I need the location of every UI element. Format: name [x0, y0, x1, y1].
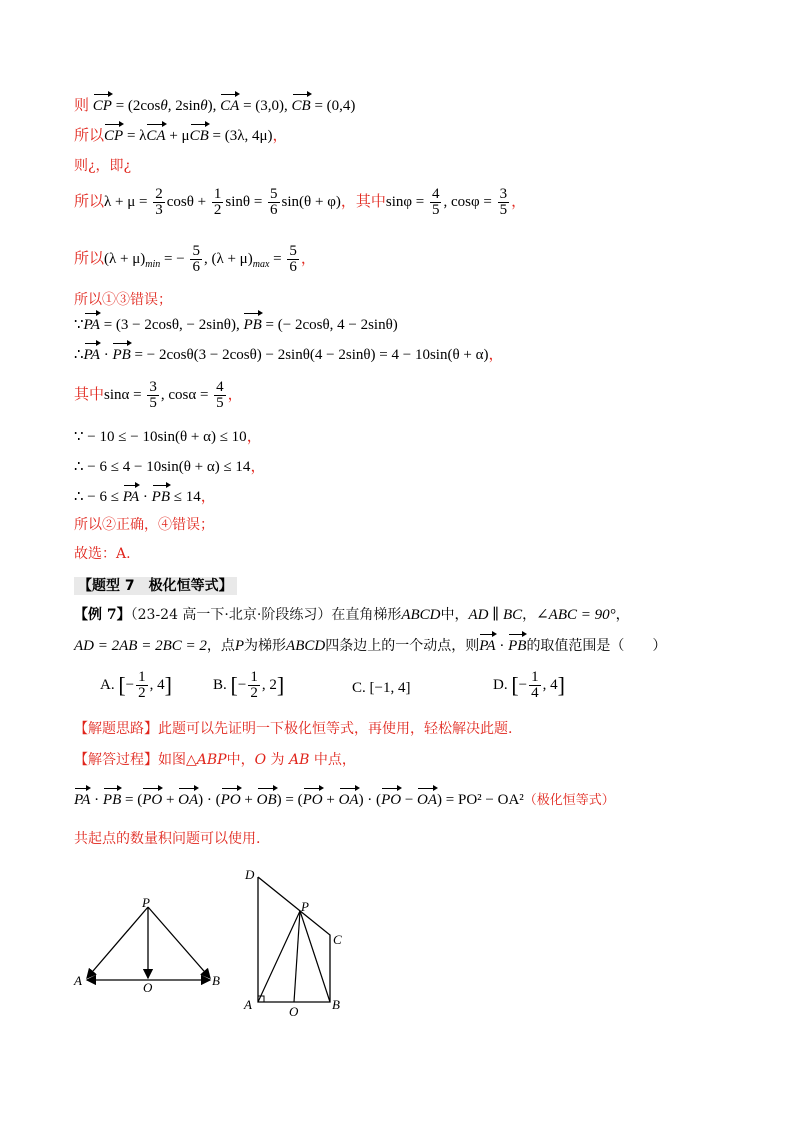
- trapezoid-outline: [258, 877, 330, 1002]
- vector-cp: CP: [92, 98, 112, 114]
- line-pa-pb-vectors: [74, 315, 398, 335]
- math-text: , 2: [261, 676, 277, 693]
- denominator: 6: [289, 259, 297, 275]
- denominator: 2: [250, 685, 258, 701]
- line-bound-3: [74, 487, 216, 507]
- math-cond: AD ∥ BC: [468, 607, 523, 623]
- option-label: D.: [493, 676, 508, 693]
- vector-pa: PA: [122, 489, 140, 505]
- text-conclusion: 所以②正确，④错误；: [74, 517, 214, 533]
- bracket: [: [118, 672, 126, 698]
- numerator: 4: [216, 379, 224, 395]
- subscript-max: max: [252, 258, 270, 270]
- math-text: , 2sin: [167, 98, 201, 114]
- vector-ob: OB: [256, 792, 277, 808]
- segment-pb: [300, 911, 330, 1002]
- segment-po: [294, 911, 300, 1002]
- line-min-max: [74, 244, 316, 275]
- bracket: ]: [276, 672, 285, 698]
- solution-process: [74, 750, 356, 770]
- numerator: 2: [155, 186, 163, 202]
- math-text: sinφ =: [385, 193, 428, 210]
- math-text: , cosφ =: [443, 193, 496, 210]
- vector-po: PO: [302, 792, 323, 808]
- text-answer: 故选：A.: [74, 546, 131, 562]
- numerator: 3: [149, 379, 157, 395]
- denominator: 2: [138, 685, 146, 701]
- segment-pa: [258, 911, 300, 1002]
- math-abcd: ABCD: [401, 607, 441, 623]
- line-bound-2: [74, 457, 265, 477]
- text-suoyi: 所以: [74, 193, 105, 210]
- example-source: （23-24 高一下·北京·阶段练习）在直角梯形: [130, 607, 402, 623]
- denominator: 6: [270, 202, 278, 218]
- math-triangle: △ABP: [186, 752, 227, 768]
- bracket: ]: [557, 672, 565, 698]
- numerator: 5: [289, 243, 297, 259]
- vector-pa: PA: [83, 317, 100, 333]
- vector-pb: PB: [112, 347, 131, 363]
- math-text: ) = (: [276, 792, 303, 808]
- math-text: , cosα =: [160, 386, 213, 403]
- option-c[interactable]: [352, 678, 410, 698]
- line-answer: [74, 544, 131, 564]
- identity-note: （极化恒等式）: [523, 793, 615, 808]
- punct: ，: [488, 347, 504, 363]
- math-text: − 6 ≤: [83, 489, 123, 505]
- math-text: cosθ +: [166, 193, 210, 210]
- bracket: ]: [164, 672, 172, 698]
- therefore-symbol: ∴: [74, 347, 84, 363]
- idea-label: 【解题思路】: [74, 721, 158, 737]
- math-text: −: [237, 676, 247, 693]
- fraction: [248, 670, 260, 701]
- math-text: ·: [495, 638, 509, 654]
- figure-triangle: [70, 895, 230, 995]
- math-text: ·: [90, 792, 103, 808]
- numerator: 5: [270, 186, 278, 202]
- text: 如图: [158, 752, 186, 768]
- denominator: 5: [499, 202, 508, 218]
- vector-pb: PB: [508, 638, 527, 654]
- figure-trapezoid: [240, 865, 360, 1025]
- math-text: = (3 − 2cosθ, − 2sinθ),: [99, 317, 244, 333]
- line-cp-decomposition: [74, 126, 288, 146]
- math-cond: AD = 2AB = 2BC = 2: [74, 638, 207, 654]
- math-cond: ∠ABC = 90°: [536, 607, 616, 623]
- vector-ca: CA: [146, 128, 166, 144]
- vector-cb: CB: [291, 98, 311, 114]
- punct: ，: [246, 429, 262, 445]
- math-text: +: [162, 792, 179, 808]
- text-ze: 则: [74, 98, 90, 114]
- fraction: [214, 380, 226, 411]
- fraction: [212, 187, 224, 218]
- option-a[interactable]: [100, 670, 172, 701]
- line-cp-ca-cb: [74, 96, 355, 116]
- line-13-wrong: [74, 290, 172, 310]
- option-label: A.: [100, 676, 115, 693]
- math-text: , 4: [542, 676, 558, 693]
- line-sin-cos-alpha: [74, 380, 243, 411]
- vector-pb-line: [148, 907, 210, 978]
- denominator: 2: [213, 202, 222, 218]
- vector-oa: OA: [178, 792, 199, 808]
- example-label: 【例 7】: [74, 607, 131, 623]
- label-b: B: [332, 997, 340, 1012]
- denominator: 3: [155, 202, 163, 218]
- fraction: [430, 187, 442, 218]
- text: 中，: [440, 607, 469, 623]
- numerator: 4: [431, 186, 440, 202]
- label-a: A: [244, 997, 252, 1012]
- math-text: , 4: [149, 676, 165, 693]
- solution-idea: [74, 719, 512, 739]
- math-text: −: [518, 676, 528, 693]
- text: ，: [615, 607, 630, 623]
- label-d: D: [245, 867, 255, 882]
- numerator: 1: [213, 186, 222, 202]
- option-b[interactable]: [213, 670, 284, 701]
- math-text: −: [125, 676, 135, 693]
- punct: ，: [300, 250, 316, 267]
- math-text: , (λ + μ): [203, 250, 253, 267]
- math-text: = (3,0),: [239, 98, 292, 114]
- math-text: ≤ 14: [169, 489, 201, 505]
- line-bound-1: [74, 427, 262, 447]
- text-suoyi: 所以: [74, 250, 105, 267]
- vector-pa: PA: [74, 792, 91, 808]
- denominator: 5: [431, 202, 440, 218]
- punct: ，: [250, 459, 266, 475]
- fraction: [153, 187, 165, 218]
- text: ，: [522, 607, 537, 623]
- numerator: 3: [499, 186, 508, 202]
- example-line-1: [74, 605, 630, 625]
- vector-pb: PB: [102, 792, 122, 808]
- therefore-symbol: ∴: [74, 459, 84, 475]
- text-qizhong: ，其中: [340, 193, 386, 210]
- section-heading: [74, 575, 237, 595]
- vector-pa-line: [87, 907, 148, 978]
- vector-pb: PB: [243, 317, 262, 333]
- math-text: = (2cos: [111, 98, 161, 114]
- vector-pa: PA: [479, 638, 496, 654]
- label-o: O: [289, 1004, 299, 1019]
- text: 四条边上的一个动点，则: [325, 638, 480, 654]
- option-label: B.: [213, 676, 227, 693]
- subscript-min: min: [145, 258, 161, 270]
- label-o: O: [143, 980, 153, 995]
- math-text: +: [322, 792, 339, 808]
- text-conclusion: 所以①③错误；: [74, 292, 172, 308]
- text: 中点，: [309, 752, 356, 768]
- example-line-2: [74, 636, 666, 656]
- vector-po: PO: [381, 792, 402, 808]
- text-ze-ji: 则¿，即¿: [74, 158, 132, 174]
- text-suoyi: 所以: [74, 128, 105, 144]
- text: 为: [266, 752, 289, 768]
- option-value: [−1, 4]: [369, 680, 411, 696]
- closing-text: 共起点的数量积问题可以使用.: [74, 831, 261, 847]
- line-lambda-mu-sum: [74, 187, 526, 218]
- punct: ，: [200, 489, 216, 505]
- text: 中，: [226, 752, 255, 768]
- fraction: [147, 380, 159, 411]
- process-label: 【解答过程】: [74, 752, 158, 768]
- label-b: B: [212, 973, 220, 988]
- math-text: ) · (: [198, 792, 221, 808]
- polarization-identity: [74, 790, 615, 811]
- vector-oa: OA: [417, 792, 438, 808]
- vector-pb: PB: [151, 489, 170, 505]
- fraction: [136, 670, 148, 701]
- math-text: = −: [160, 250, 189, 267]
- punct: ，: [511, 193, 527, 210]
- math-text: − 10 ≤ − 10sin(θ + α) ≤ 10: [83, 429, 247, 445]
- math-text: ·: [139, 489, 152, 505]
- math-text: −: [401, 792, 418, 808]
- math-text: sin(θ + φ): [281, 193, 341, 210]
- math-text: − 6 ≤ 4 − 10sin(θ + α) ≤ 14: [83, 459, 251, 475]
- line-ze-ji: [74, 156, 131, 176]
- vector-ca: CA: [220, 98, 240, 114]
- idea-text: 此题可以先证明一下极化恒等式，再使用，轻松解决此题.: [158, 721, 513, 737]
- because-symbol: ∵: [74, 429, 84, 445]
- vector-cb: CB: [189, 128, 209, 144]
- fraction: [190, 244, 202, 275]
- math-text: +: [240, 792, 257, 808]
- denominator: 5: [216, 395, 224, 411]
- math-text: ),: [207, 98, 221, 114]
- math-text: λ + μ =: [104, 193, 152, 210]
- math-text: (λ + μ): [104, 250, 146, 267]
- text: 为梯形: [244, 638, 287, 654]
- vector-cp: CP: [104, 128, 124, 144]
- option-label: C.: [352, 680, 366, 696]
- heading-text: 【题型 7 极化恒等式】: [74, 577, 237, 595]
- denominator: 6: [192, 259, 200, 275]
- bracket: [: [511, 672, 519, 698]
- line-pa-dot-pb: [74, 345, 503, 365]
- math-text: = (0,4): [310, 98, 356, 114]
- vector-po: PO: [220, 792, 241, 808]
- text: ，点: [206, 638, 235, 654]
- numerator: 1: [250, 669, 258, 685]
- math-text: = (− 2cosθ, 4 − 2sinθ): [261, 317, 398, 333]
- math-p: P: [234, 638, 245, 654]
- math-text: =: [269, 250, 286, 267]
- text-qizhong: 其中: [74, 386, 105, 403]
- because-symbol: ∵: [74, 317, 84, 333]
- math-text: ) · (: [358, 792, 382, 808]
- fraction: [287, 244, 299, 275]
- punct: ，: [272, 128, 288, 144]
- math-text: = (: [121, 792, 143, 808]
- fraction: [268, 187, 280, 218]
- numerator: 1: [531, 669, 539, 685]
- vector-po: PO: [142, 792, 163, 808]
- label-p: P: [301, 899, 309, 914]
- label-p: P: [142, 895, 150, 910]
- math-ab: AB: [288, 752, 310, 768]
- therefore-symbol: ∴: [74, 489, 84, 505]
- denominator: 5: [149, 395, 157, 411]
- denominator: 4: [531, 685, 539, 701]
- theta: θ: [200, 98, 208, 114]
- numerator: 1: [138, 669, 146, 685]
- label-c: C: [333, 932, 342, 947]
- numerator: 5: [192, 243, 200, 259]
- vector-pa: PA: [83, 347, 100, 363]
- math-text: ·: [99, 347, 113, 363]
- math-text: + μ: [165, 128, 190, 144]
- fraction: [498, 187, 510, 218]
- math-text: ) = PO² − OA²: [437, 792, 524, 808]
- math-o: O: [254, 752, 267, 768]
- option-d[interactable]: [493, 670, 565, 701]
- closing-note: [74, 829, 260, 849]
- vector-oa: OA: [338, 792, 359, 808]
- line-24: [74, 515, 214, 535]
- math-text: = (3λ, 4μ): [208, 128, 273, 144]
- text: 的取值范围是（ ）: [526, 638, 667, 654]
- bracket: [: [230, 672, 238, 698]
- label-a: A: [74, 973, 82, 988]
- math-abcd: ABCD: [286, 638, 326, 654]
- fraction: [529, 670, 541, 701]
- math-text: sinθ =: [225, 193, 267, 210]
- theta: θ: [160, 98, 168, 114]
- math-text: = − 2cosθ(3 − 2cosθ) − 2sinθ(4 − 2sinθ) = 4 − 10sin(θ + α): [130, 347, 489, 363]
- math-text: = λ: [123, 128, 147, 144]
- punct: ，: [227, 386, 243, 403]
- math-text: sinα =: [104, 386, 146, 403]
